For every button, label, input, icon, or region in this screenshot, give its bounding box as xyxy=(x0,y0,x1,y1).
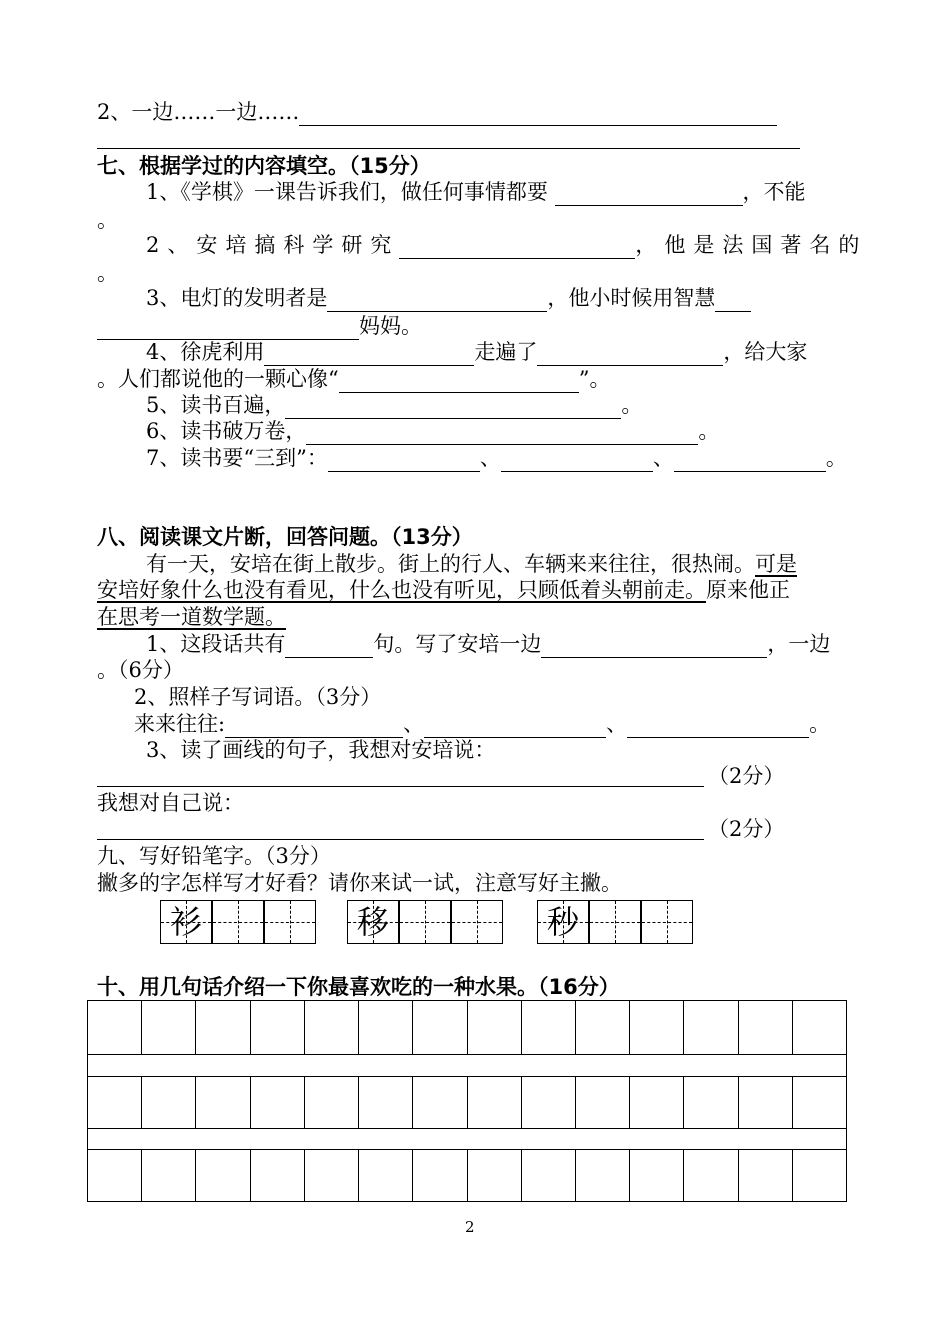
s7-q3 xyxy=(146,284,751,312)
passage-underlined: 安培好象什么也没有看见，什么也没有听见，只顾低着头朝前走。 xyxy=(97,578,706,602)
writing-box[interactable] xyxy=(212,900,264,944)
s7-q4-text-c: ，给大家 xyxy=(723,340,808,364)
s8-q3: 3、读了画线的句子，我想对安培说： xyxy=(146,738,496,762)
item-2-line xyxy=(97,98,777,126)
model-char: 移 xyxy=(356,903,389,941)
writing-box[interactable] xyxy=(399,900,451,944)
s8-q2-sep: 、 xyxy=(403,712,425,736)
section-7-title: 七、根据学过的内容填空。（15分） xyxy=(97,154,431,178)
answer-line[interactable] xyxy=(97,786,704,787)
grid-row[interactable] xyxy=(87,1000,847,1055)
answer-blank[interactable] xyxy=(424,715,606,738)
s7-q1 xyxy=(146,178,806,206)
s8-self-prompt: 我想对自己说： xyxy=(97,791,244,815)
passage-underlined: 在思考一道数学题。 xyxy=(97,605,286,629)
s7-q4-cont xyxy=(97,365,611,393)
grid-row[interactable] xyxy=(87,1076,847,1129)
s8-q1-score: 。（6分） xyxy=(97,658,184,682)
answer-blank[interactable] xyxy=(715,289,751,312)
writing-box[interactable] xyxy=(589,900,641,944)
s8-q3-score-1: （2分） xyxy=(708,764,785,788)
s7-q2-text-b: ，他是法国著名的 xyxy=(635,233,868,257)
item-2-label: 2、一边……一边…… xyxy=(97,100,300,124)
answer-blank[interactable] xyxy=(285,635,373,658)
answer-blank[interactable] xyxy=(541,635,767,658)
s7-q5-text-b: 。 xyxy=(621,393,643,417)
s7-q6-text: 6、读书破万卷， xyxy=(146,419,307,443)
s7-q4-text-e: ”。 xyxy=(578,367,611,391)
answer-blank[interactable] xyxy=(674,449,826,472)
answer-blank[interactable] xyxy=(264,343,474,366)
s7-q5-text: 5、读书百遍， xyxy=(146,393,286,417)
answer-blank[interactable] xyxy=(327,289,547,312)
answer-blank[interactable] xyxy=(306,422,698,445)
answer-line[interactable] xyxy=(97,839,704,840)
answer-blank[interactable] xyxy=(537,343,723,366)
s8-q1-text-c: ，一边 xyxy=(767,632,831,656)
s8-passage-line-3 xyxy=(97,603,286,631)
answer-blank[interactable] xyxy=(285,396,621,419)
answer-blank[interactable] xyxy=(225,715,403,738)
grid-gap xyxy=(87,1129,847,1150)
model-char: 秒 xyxy=(546,903,579,941)
section-10-title: 十、用几句话介绍一下你最喜欢吃的一种水果。（16分） xyxy=(97,975,620,999)
composition-grid xyxy=(87,1000,847,1202)
s7-q1-text: 1、《学棋》一课告诉我们，做任何事情都要 xyxy=(146,180,548,204)
s7-q7-end: 。 xyxy=(825,446,847,470)
s7-q7-sep-2: 、 xyxy=(652,446,674,470)
s7-q3-cont xyxy=(97,312,422,340)
s7-q4 xyxy=(146,338,807,366)
page-number: 2 xyxy=(465,1218,475,1236)
s7-q6-text-b: 。 xyxy=(698,419,720,443)
s7-q6 xyxy=(146,417,719,445)
answer-blank[interactable] xyxy=(328,449,480,472)
answer-blank[interactable] xyxy=(501,449,653,472)
model-char: 衫 xyxy=(169,903,202,941)
s8-q2-sep-2: 、 xyxy=(606,712,628,736)
s7-q7-text: 7、读书要“三到”： xyxy=(146,446,328,470)
s7-q5 xyxy=(146,391,642,419)
s7-q4-text-d: 。人们都说他的一颗心像“ xyxy=(97,367,339,391)
writing-box[interactable] xyxy=(451,900,503,944)
s7-q4-text: 4、徐虎利用 xyxy=(146,340,265,364)
answer-blank[interactable] xyxy=(299,103,777,126)
grid-gap xyxy=(87,1055,847,1077)
s7-q1-end: 。 xyxy=(97,208,118,232)
answer-line[interactable] xyxy=(97,148,800,149)
writing-box-model xyxy=(160,900,212,944)
s7-q3-text: 3、电灯的发明者是 xyxy=(146,286,328,310)
passage-underlined: 可是 xyxy=(755,552,797,576)
s8-q2-example xyxy=(134,710,830,738)
s8-q2-end: 。 xyxy=(809,712,831,736)
s9-description: 撇多的字怎样写才好看？请你来试一试，注意写好主撇。 xyxy=(97,871,622,895)
grid-row[interactable] xyxy=(87,1149,847,1202)
answer-blank[interactable] xyxy=(399,236,635,259)
section-9-title: 九、写好铅笔字。（3分） xyxy=(97,844,331,868)
answer-blank[interactable] xyxy=(97,317,359,340)
s7-q2-text: 2、安培搞科学研究 xyxy=(146,233,400,257)
answer-blank[interactable] xyxy=(339,370,579,393)
s7-q1-text-b: ，不能 xyxy=(742,180,806,204)
s7-q7-sep: 、 xyxy=(479,446,501,470)
section-8-title: 八、阅读课文片断，回答问题。（13分） xyxy=(97,525,473,549)
s8-passage-line-2 xyxy=(97,576,790,604)
s7-q2-end: 。 xyxy=(97,261,118,285)
writing-box[interactable] xyxy=(264,900,316,944)
answer-blank[interactable] xyxy=(627,715,809,738)
writing-box-model xyxy=(347,900,399,944)
s7-q3-text-c: 妈妈。 xyxy=(359,314,422,338)
s7-q4-text-b: 走遍了 xyxy=(474,340,538,364)
s8-passage-line-1 xyxy=(146,550,797,578)
s7-q2 xyxy=(146,231,867,259)
s8-q1 xyxy=(146,630,830,658)
s7-q7 xyxy=(146,444,847,472)
s7-q3-text-b: ，他小时候用智慧 xyxy=(547,286,716,310)
answer-blank[interactable] xyxy=(555,183,743,206)
passage-text: 有一天，安培在街上散步。街上的行人、车辆来来往往，很热闹。 xyxy=(146,552,755,576)
s8-q2: 2、照样子写词语。（3分） xyxy=(134,685,382,709)
writing-box[interactable] xyxy=(641,900,693,944)
s8-q1-text-b: 句。写了安培一边 xyxy=(373,632,542,656)
s8-q2-label: 来来往往: xyxy=(134,712,226,736)
writing-box-model xyxy=(537,900,589,944)
s8-q1-text: 1、这段话共有 xyxy=(146,632,286,656)
s8-q3-score-2: （2分） xyxy=(708,817,785,841)
passage-text: 原来他正 xyxy=(706,578,790,602)
